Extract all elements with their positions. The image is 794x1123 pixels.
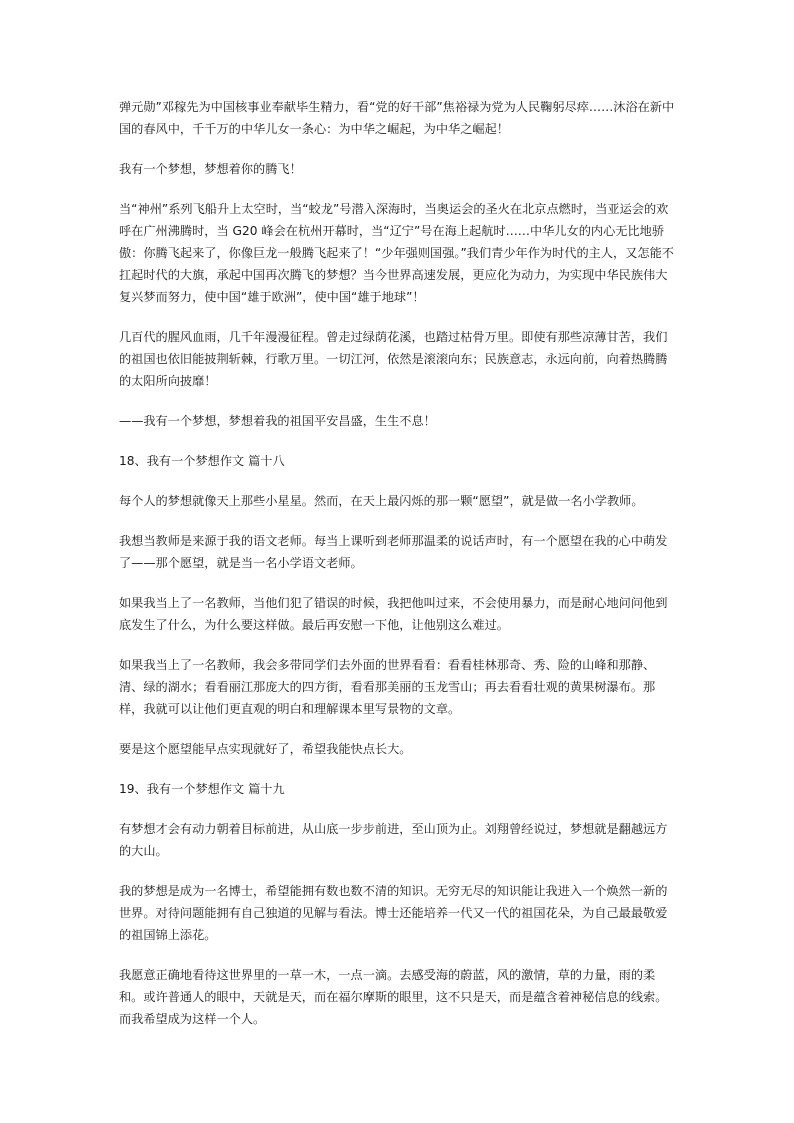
paragraph: 如果我当上了一名教师，我会多带同学们去外面的世界看看：看看桂林那奇、秀、险的山峰和那静、清、绿的湖水；看看丽江那庞大的四方街，看看那美丽的玉龙雪山；再去看看壮观的黄果树瀑布。那样，我就可以让他们更直观的明白和理解课本里写景物的文章。 [119,658,656,716]
paragraph: 如果我当上了一名教师，当他们犯了错误的时候，我把他叫过来，不会使用暴力，而是耐心地问问他到底发生了什么，为什么要这样做。最后再安慰一下他，让他别这么难过。 [119,596,668,632]
paragraph: 我愿意正确地看待这世界里的一草一木，一点一滴。去感受海的蔚蓝，风的激情，草的力量，雨的柔和。或许普通人的眼中，天就是天，而在福尔摩斯的眼里，这不只是天，而是蕴含着神秘信息的线索。而我希望成为这样一个人。 [119,968,668,1026]
paragraph: 几百代的腥风血雨，几千年漫漫征程。曾走过绿荫花溪，也踏过枯骨万里。即使有那些凉薄甘苦，我们的祖国也依旧能披荆斩棘，行歌万里。一切江河，依然是滚滚向东；民族意志，永远向前，向着热腾腾的太阳所向披靡！ [119,330,668,388]
paragraph: 每个人的梦想就像天上那些小星星。然而，在天上最闪烁的那一颗“愿望”，就是做一名小学教师。 [119,494,644,508]
paragraph: 弹元勋”邓稼先为中国核事业奉献毕生精力，看“党的好干部”焦裕禄为党为人民鞠躬尽瘁……沐浴在新中国的春风中，千千万的中华儿女一条心：为中华之崛起，为中华之崛起！ [119,100,675,136]
document-page [119,96,679,1048]
section-heading: 18、我有一个梦想作文 篇十八 [119,454,285,468]
section-heading: 19、我有一个梦想作文 篇十九 [119,782,285,796]
paragraph: 我的梦想是成为一名博士，希望能拥有数也数不清的知识。无穷无尽的知识能让我进入一个焕然一新的世界。对待问题能拥有自己独道的见解与看法。博士还能培养一代又一代的祖国花朵，为自己最最敬爱的祖国锦上添花。 [119,884,668,942]
paragraph: 有梦想才会有动力朝着目标前进，从山底一步步前进，至山顶为止。刘翔曾经说过，梦想就是翻越远方的大山。 [119,822,668,858]
paragraph: ——我有一个梦想，梦想着我的祖国平安昌盛，生生不息！ [119,414,436,428]
paragraph: 我有一个梦想，梦想着你的腾飞！ [119,162,302,176]
paragraph: 当“神州”系列飞船升上太空时，当“蛟龙”号潜入深海时，当奥运会的圣火在北京点燃时，当亚运会的欢呼在广州沸腾时，当 G20 峰会在杭州开幕时，当“辽宁”号在海上起航时……中华儿女的内心无比地骄傲：你腾飞起来了，你像巨龙一般腾飞起来了！“少年强则国强。”我们青少年作为时代的主人，又怎能不扛起时代的大旗，承起中国再次腾飞的梦想？当今世界高速发展，更应化为动力，为实现中华民族伟大复兴梦而努力，使中国“雄于欧洲”，使中国“雄于地球”！ [119,202,674,304]
paragraph: 要是这个愿望能早点实现就好了，希望我能快点长大。 [119,742,412,756]
paragraph: 我想当教师是来源于我的语文老师。每当上课听到老师那温柔的说话声时，有一个愿望在我的心中萌发了——那个愿望，就是当一名小学语文老师。 [119,534,668,570]
